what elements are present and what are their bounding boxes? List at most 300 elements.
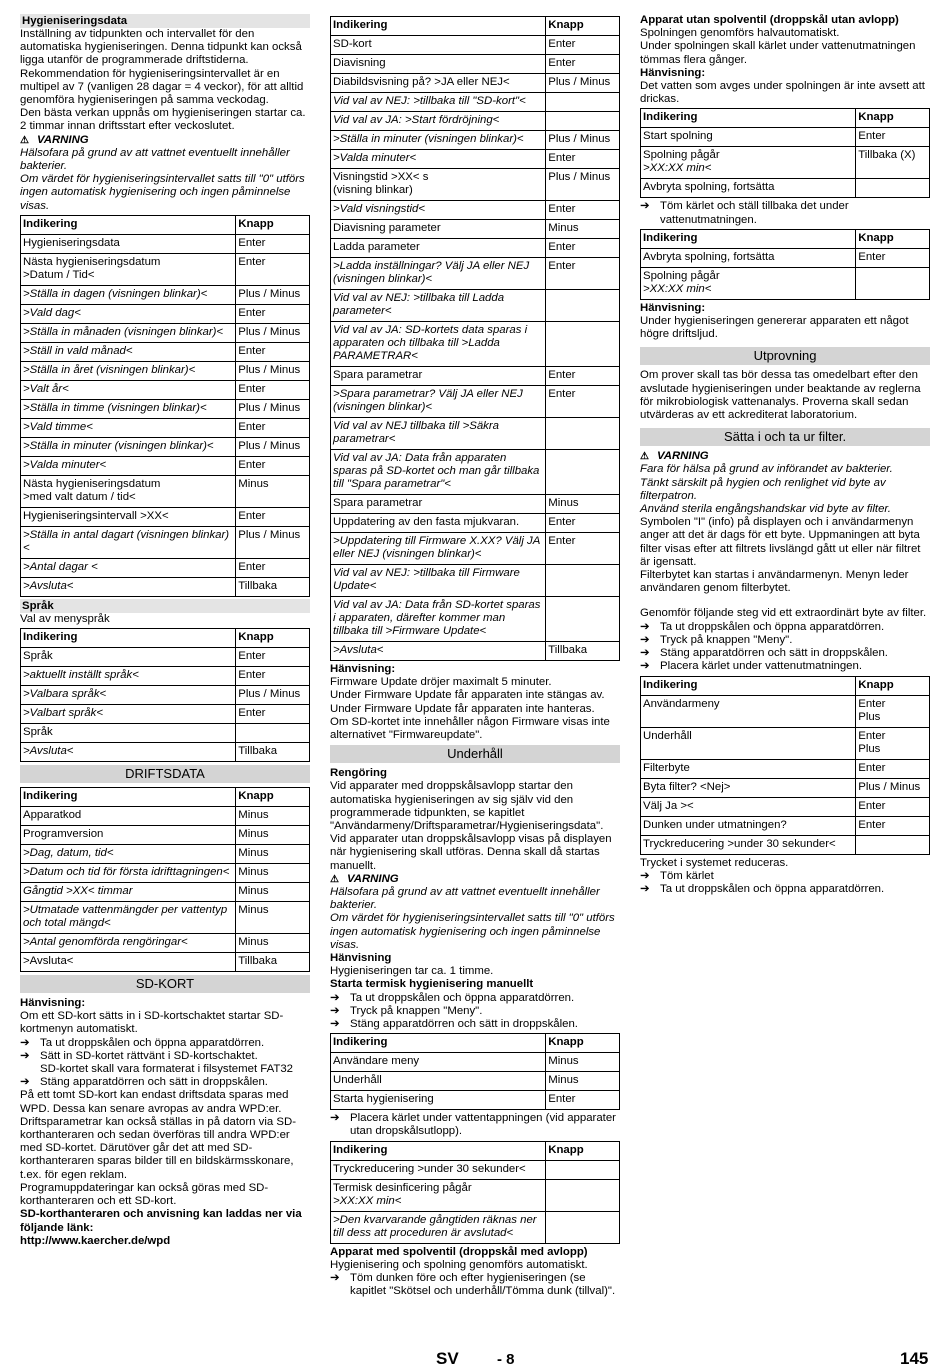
arrow-right-icon: ➔ [640, 620, 650, 633]
table-row [21, 953, 310, 972]
cell-indikering: Språk [21, 648, 236, 667]
table-row [21, 864, 310, 883]
arrow-right-icon: ➔ [330, 991, 340, 1004]
table-row [21, 724, 310, 743]
table-row [331, 93, 620, 112]
cell-indikering: >Avsluta< [21, 953, 236, 972]
cell-indikering: >Utmatade vattenmängder per vattentyp och total mängd< [21, 902, 236, 934]
cell-indikering: Vid val av JA: SD-kortets data sparas i apparaten och tillbaka till >Ladda PARAMETRAR< [331, 322, 546, 367]
step-item: ➔ Töm kärlet [640, 869, 714, 882]
cell-knapp: Plus / Minus [236, 437, 310, 456]
table-row [331, 201, 620, 220]
table-row [21, 934, 310, 953]
column-header-indikering: Indikering [21, 215, 236, 234]
table-row [21, 399, 310, 418]
cell-indikering: Vid val av JA: Data från SD-kortet sparas i apparaten, därefter kommer man tillbaka till >Firmware Update< [331, 597, 546, 642]
cell-indikering: Vid val av JA: Data från apparaten sparas på SD-kortet och man går tillbaka till "Spara parametrar"< [331, 450, 546, 495]
cell-knapp: Enter [236, 507, 310, 526]
table-row [331, 55, 620, 74]
cell-indikering: Vid val av JA: >Start fördröjning< [331, 112, 546, 131]
warning-text: Tänkt särskilt på hygien och renlighet vid byte av filterpatron. [640, 476, 886, 502]
column-header-knapp: Knapp [546, 1034, 620, 1053]
cell-indikering: Språk [21, 724, 236, 743]
column-header-knapp: Knapp [856, 676, 930, 695]
cell-knapp: Plus / Minus [236, 526, 310, 558]
cell-indikering: Byta filter? <Nej> [641, 778, 856, 797]
step-item: ➔ Stäng apparatdörren och sätt in droppskålen. [20, 1076, 268, 1089]
cell-indikering: SD-kort [331, 36, 546, 55]
paragraph: Driftsparametrar kan också ställas in på datorn via SD-korthanteraren och sedan överföras till andra WPD:er med SD-kortet. Därutöver går det att med SD-korthanteraren sparas bilder till en bildskärmsskonare, t.ex. för egen reklam. [20, 1115, 297, 1181]
cell-knapp [546, 1160, 620, 1179]
arrow-right-icon: ➔ [330, 1018, 340, 1031]
cell-indikering: Vid val av NEJ: >tillbaka till Ladda parameter< [331, 290, 546, 322]
cell-knapp: Enter [236, 342, 310, 361]
step-item: ➔ Stäng apparatdörren och sätt in droppskålen. [330, 1018, 578, 1031]
cell-knapp: Plus / Minus [236, 323, 310, 342]
table-row [21, 826, 310, 845]
table-row [331, 1053, 620, 1072]
step-item: ➔ Stäng apparatdörren och sätt in droppskålen. [640, 647, 888, 660]
paragraph: Under Firmware Update får apparaten inte stängas av. [330, 689, 605, 702]
table-row [21, 361, 310, 380]
paragraph: Om prover skall tas bör dessa tas omedelbart efter den avslutade hygieniseringen under beaktande av reglerna för mikrobiologisk vattenanalys. Proverna skall sedan utvärderas av ett ackrediterat laboratorium. [640, 369, 921, 422]
cell-indikering: >Valt år< [21, 380, 236, 399]
cell-indikering: Vid val av NEJ: >tillbaka till Firmware Update< [331, 565, 546, 597]
table-row [21, 648, 310, 667]
paragraph: Trycket i systemet reduceras. [640, 856, 789, 869]
table-row [21, 558, 310, 577]
table-row [331, 450, 620, 495]
cell-indikering: >Dag, datum, tid< [21, 845, 236, 864]
table-avbryta-spolning [640, 229, 930, 300]
table-row [331, 367, 620, 386]
table-row [331, 1072, 620, 1091]
table-row [21, 304, 310, 323]
hint-heading: Hänvisning: [640, 66, 706, 79]
table-row [331, 36, 620, 55]
column-header-knapp: Knapp [546, 17, 620, 36]
paragraph: Spolningen genomförs halvautomatiskt. [640, 27, 840, 40]
step-item: ➔ Tryck på knappen "Meny". [330, 1004, 483, 1017]
table-row [641, 759, 930, 778]
cell-knapp: Enter [236, 304, 310, 323]
arrow-right-icon: ➔ [640, 647, 650, 660]
cell-knapp: Plus / Minus [236, 285, 310, 304]
table-driftsdata [20, 787, 310, 972]
cell-indikering: Användare meny [331, 1053, 546, 1072]
column-header-knapp: Knapp [856, 229, 930, 248]
cell-indikering: Underhåll [331, 1072, 546, 1091]
step-list [640, 621, 930, 674]
paragraph: Hygieniseringen tar ca. 1 timme. [330, 965, 494, 978]
table-row [21, 577, 310, 596]
section-band-underhall: Underhåll [330, 745, 620, 763]
cell-knapp: Plus / Minus [236, 399, 310, 418]
cell-indikering: >Valda minuter< [21, 456, 236, 475]
column-header-knapp: Knapp [546, 1141, 620, 1160]
column-header-knapp: Knapp [856, 109, 930, 128]
table-row [331, 322, 620, 367]
cell-indikering: Termisk desinficering pågår >XX:XX min< [331, 1179, 546, 1211]
cell-indikering: >Ställa in månaden (visningen blinkar)< [21, 323, 236, 342]
cell-knapp [856, 835, 930, 854]
cell-indikering: Ladda parameter [331, 239, 546, 258]
section-band-sd-kort: SD-KORT [20, 975, 310, 993]
warning-text: Om värdet för hygieniseringsintervallet satts till "0" utförs ingen automatisk hygienisering och ingen påminnelse visas. [330, 912, 615, 951]
paragraph-bold: SD-korthanteraren och anvisning kan laddas ner via följande länk: [20, 1208, 302, 1234]
paragraph: Hygienisering och spolning genomförs automatiskt. [330, 1258, 588, 1271]
paragraph: Om SD-kortet inte innehåller någon Firmware visas inte alternativet "Firmwareupdate". [330, 715, 610, 742]
cell-knapp: Plus / Minus [546, 169, 620, 201]
step-item: ➔ Placera kärlet under vattentappningen (vid apparater utan dropskålsutlopp). [330, 1112, 616, 1138]
step-item: ➔ Ta ut droppskålen och öppna apparatdörren. [20, 1036, 265, 1049]
cell-knapp: Enter [546, 239, 620, 258]
cell-indikering: Tryckreducering >under 30 sekunder< [331, 1160, 546, 1179]
cell-indikering: Filterbyte [641, 759, 856, 778]
warning-text: Använd sterila engångshandskar vid byte av filter. [640, 503, 891, 516]
cell-indikering: >Ställa in minuter (visningen blinkar)< [21, 437, 236, 456]
paragraph: Filterbytet kan startas i användarmenyn. Menyn leder användaren genom filterbytet. [640, 569, 909, 595]
table-row [331, 1091, 620, 1110]
cell-knapp: Enter [236, 234, 310, 253]
cell-indikering: >Ställa in timme (visningen blinkar)< [21, 399, 236, 418]
cell-indikering: Avbryta spolning, fortsätta [641, 179, 856, 198]
arrow-right-icon: ➔ [640, 200, 650, 213]
cell-knapp: Enter [546, 514, 620, 533]
cell-indikering: >Avsluta< [331, 642, 546, 661]
column-header-indikering: Indikering [21, 788, 236, 807]
cell-knapp: Enter [546, 1091, 620, 1110]
step-list [640, 870, 930, 896]
arrow-right-icon: ➔ [330, 1272, 340, 1285]
table-starta-hygienisering [330, 1033, 620, 1110]
subheading-rengoring: Rengöring [330, 767, 387, 780]
cell-indikering: Dunken under utmatningen? [641, 816, 856, 835]
table-row [331, 495, 620, 514]
table-row [641, 727, 930, 759]
cell-indikering: >Ställ in vald månad< [21, 342, 236, 361]
cell-knapp: Enter [236, 456, 310, 475]
table-row [331, 290, 620, 322]
footer-page-number: 145 [900, 1349, 929, 1368]
cell-knapp: Enter [546, 386, 620, 418]
cell-knapp: Minus [236, 807, 310, 826]
warning-heading: ⚠ VARNING [330, 872, 399, 885]
step-item: ➔ Ta ut droppskålen och öppna apparatdörren. [640, 620, 885, 633]
hint-heading: Hänvisning: [20, 997, 86, 1010]
paragraph: Under Firmware Update får apparaten inte hanteras. [330, 702, 595, 715]
cell-indikering: Spara parametrar [331, 367, 546, 386]
download-link[interactable]: http://www.kaercher.de/wpd [20, 1234, 171, 1247]
cell-indikering: >Antal genomförda rengöringar< [21, 934, 236, 953]
step-item: ➔ Ta ut droppskålen och öppna apparatdörren. [330, 991, 575, 1004]
table-row [331, 597, 620, 642]
paragraph: Symbolen "I" (info) på displayen och i användarmenyn anger att det är dags för ett byte. Uppmaningen att byta filter visas efter att filtrets livslängd gått ut eller när filtret är igensatt. [640, 516, 921, 568]
cell-knapp: Plus / Minus [236, 686, 310, 705]
cell-indikering: Spara parametrar [331, 495, 546, 514]
column-header-indikering: Indikering [641, 676, 856, 695]
section-heading-sprak: Språk [20, 599, 310, 613]
cell-knapp: Plus / Minus [856, 778, 930, 797]
arrow-right-icon: ➔ [640, 869, 650, 882]
table-row [331, 131, 620, 150]
cell-indikering: >Vald visningstid< [331, 201, 546, 220]
table-sprak [20, 628, 310, 762]
cell-knapp: Minus [236, 902, 310, 934]
cell-indikering: >Avsluta< [21, 743, 236, 762]
column-header-knapp: Knapp [236, 215, 310, 234]
table-row [331, 1179, 620, 1211]
cell-knapp: Tillbaka (X) [856, 147, 930, 179]
cell-indikering: >Vald dag< [21, 304, 236, 323]
warning-text: Hälsofara på grund av att vattnet eventuellt innehåller bakterier. [330, 886, 600, 912]
step-item: ➔ Töm dunken före och efter hygieniseringen (se kapitlet "Skötsel och underhåll/Tömma dunk (tillval)". [330, 1272, 616, 1298]
cell-indikering: Spolning pågår >XX:XX min< [641, 267, 856, 299]
section-heading-hygieniseringsdata: Hygieniseringsdata [20, 14, 310, 28]
cell-indikering: >Ställa in dagen (visningen blinkar)< [21, 285, 236, 304]
paragraph: Om ett SD-kort sätts in i SD-kortschaktet startar SD-kortmenyn automatiskt. [20, 1010, 284, 1036]
cell-indikering: >Valda minuter< [331, 150, 546, 169]
cell-knapp: Minus [546, 1072, 620, 1091]
cell-indikering: >Valbart språk< [21, 705, 236, 724]
step-item: ➔ Tryck på knappen "Meny". [640, 633, 793, 646]
table-row [331, 239, 620, 258]
step-list [20, 1037, 310, 1090]
table-row [21, 507, 310, 526]
cell-knapp: Enter [856, 759, 930, 778]
cell-knapp: Enter [236, 667, 310, 686]
cell-indikering: Tryckreducering >under 30 sekunder< [641, 835, 856, 854]
paragraph: Det vatten som avges under spolningen är inte avsett att drickas. [640, 80, 925, 106]
table-row [21, 234, 310, 253]
cell-indikering: >Ställa in året (visningen blinkar)< [21, 361, 236, 380]
column-header-indikering: Indikering [641, 109, 856, 128]
cell-knapp [546, 565, 620, 597]
table-filterbyte [640, 676, 930, 855]
arrow-right-icon: ➔ [330, 1112, 340, 1125]
cell-indikering: Start spolning [641, 128, 856, 147]
cell-knapp [856, 179, 930, 198]
warning-heading: ⚠ VARNING [640, 450, 709, 463]
table-row [21, 845, 310, 864]
cell-knapp: Enter [236, 418, 310, 437]
cell-knapp: Minus [546, 220, 620, 239]
cell-indikering: >aktuellt inställt språk< [21, 667, 236, 686]
cell-knapp: Enter [546, 55, 620, 74]
paragraph: På ett tomt SD-kort kan endast driftsdata sparas med WPD. Dessa kan senare avropas av andra WPD:er. [20, 1089, 289, 1115]
cell-indikering: >Vald timme< [21, 418, 236, 437]
table-row [641, 267, 930, 299]
table-sd-kort [330, 16, 620, 661]
column-2 [330, 14, 620, 1299]
cell-knapp: Plus / Minus [546, 74, 620, 93]
column-3 [640, 14, 930, 896]
cell-knapp: Plus / Minus [236, 361, 310, 380]
table-row [641, 695, 930, 727]
table-row [21, 253, 310, 285]
cell-knapp: Enter [546, 150, 620, 169]
cell-indikering: >Ställa in antal dagart (visningen blinkar)< [21, 526, 236, 558]
cell-knapp [546, 1211, 620, 1243]
table-row [331, 74, 620, 93]
cell-indikering: Vid val av NEJ tillbaka till >Säkra parametrar< [331, 418, 546, 450]
warning-icon: ⚠ [640, 451, 649, 463]
table-row [641, 128, 930, 147]
cell-knapp: Minus [236, 883, 310, 902]
cell-indikering: Vid val av NEJ: >tillbaka till "SD-kort"< [331, 93, 546, 112]
table-row [331, 220, 620, 239]
cell-indikering: Nästa hygieniseringsdatum >Datum / Tid< [21, 253, 236, 285]
cell-indikering: >Ladda inställningar? Välj JA eller NEJ (visningen blinkar)< [331, 258, 546, 290]
paragraph: Firmware Update dröjer maximalt 5 minuter. [330, 676, 552, 689]
arrow-right-icon: ➔ [20, 1049, 30, 1062]
table-row [21, 667, 310, 686]
paragraph: Vid apparater utan droppskålsavlopp visas på displayen när hygienisering skall utföras. Denna skall då startas manuellt. [330, 833, 612, 872]
cell-knapp: Enter [236, 253, 310, 285]
cell-indikering: Diabildsvisning på? >JA eller NEJ< [331, 74, 546, 93]
table-row [21, 323, 310, 342]
paragraph: Programuppdateringar kan också göras med SD-korthanteraren och ett SD-kort. [20, 1181, 269, 1208]
table-row [331, 565, 620, 597]
table-row [331, 112, 620, 131]
cell-knapp: Enter [856, 797, 930, 816]
cell-knapp [546, 322, 620, 367]
column-header-indikering: Indikering [21, 629, 236, 648]
table-hygieniseringsdata [20, 215, 310, 597]
cell-indikering: >Den kvarvarande gångtiden räknas ner till dess att proceduren är avslutad< [331, 1211, 546, 1243]
cell-knapp: Enter [546, 36, 620, 55]
footer-page-relative: - 8 [497, 1351, 515, 1368]
column-1 [20, 14, 310, 1248]
cell-indikering: Apparatkod [21, 807, 236, 826]
table-row [21, 475, 310, 507]
cell-indikering: Underhåll [641, 727, 856, 759]
cell-indikering: Hygieniseringsdata [21, 234, 236, 253]
arrow-right-icon: ➔ [640, 660, 650, 673]
cell-knapp [546, 112, 620, 131]
cell-indikering: Diavisning [331, 55, 546, 74]
cell-indikering: Hygieniseringsintervall >XX< [21, 507, 236, 526]
hint-heading: Hänvisning: [640, 301, 706, 314]
column-header-indikering: Indikering [331, 1034, 546, 1053]
column-header-indikering: Indikering [331, 17, 546, 36]
section-band-utprovning: Utprovning [640, 347, 930, 365]
arrow-right-icon: ➔ [640, 882, 650, 895]
column-header-indikering: Indikering [331, 1141, 546, 1160]
cell-knapp: Enter [546, 258, 620, 290]
cell-indikering: >Valbara språk< [21, 686, 236, 705]
cell-knapp: Enter [856, 128, 930, 147]
table-row [331, 642, 620, 661]
paragraph: Den bästa verkan uppnås om hygieniseringen startar ca. 2 timmar innan driftsstart efter veckoslutet. [20, 107, 306, 133]
cell-knapp: Enter [236, 648, 310, 667]
paragraph: Inställning av tidpunkten och intervallet för den automatiska hygieniseringen. Denna tidpunkt kan också ligga utanför de programmerade driftstiderna. Rekommendation för hygieniseringsintervallet är en multipel av 7 (vanligen 28 dagar = 4 veckor), för att alltid genomföra hygieniseringen på samma veckodag. [20, 28, 304, 107]
paragraph: Genomför följande steg vid ett extraordinärt byte av filter. [640, 607, 927, 620]
table-row [21, 456, 310, 475]
cell-knapp: Enter Plus [856, 727, 930, 759]
cell-knapp [856, 267, 930, 299]
cell-indikering: Nästa hygieniseringsdatum >med valt datum / tid< [21, 475, 236, 507]
cell-indikering: >Ställa in minuter (visningen blinkar)< [331, 131, 546, 150]
table-row [331, 533, 620, 565]
cell-knapp: Minus [236, 475, 310, 507]
table-row [21, 285, 310, 304]
cell-knapp: Enter [236, 705, 310, 724]
cell-knapp: Enter [236, 380, 310, 399]
table-row [331, 386, 620, 418]
table-row [21, 418, 310, 437]
step-list [330, 992, 620, 1032]
table-row [21, 743, 310, 762]
table-row [641, 797, 930, 816]
cell-indikering: Starta hygienisering [331, 1091, 546, 1110]
cell-knapp [546, 1179, 620, 1211]
table-row [641, 835, 930, 854]
table-row [641, 147, 930, 179]
paragraph: Under hygieniseringen genererar apparaten ett något högre driftsljud. [640, 315, 909, 341]
cell-knapp: Enter [856, 248, 930, 267]
cell-indikering: >Spara parametrar? Välj JA eller NEJ (visningen blinkar)< [331, 386, 546, 418]
step-item: ➔ Placera kärlet under vattenutmatningen. [640, 660, 862, 673]
column-header-knapp: Knapp [236, 788, 310, 807]
cell-knapp: Enter [546, 533, 620, 565]
paragraph: Under spolningen skall kärlet under vattenutmatningen tömmas flera gånger. [640, 40, 916, 66]
table-row [331, 1211, 620, 1243]
table-row [21, 342, 310, 361]
cell-indikering: Uppdatering av den fasta mjukvaran. [331, 514, 546, 533]
cell-knapp: Minus [236, 864, 310, 883]
step-item: ➔ Sätt in SD-kortet rättvänt i SD-kortschaktet. SD-kortet skall vara formaterat i filsystemet FAT32 [20, 1049, 293, 1076]
step-item: ➔ Töm kärlet och ställ tillbaka det under vattenutmatningen. [640, 200, 849, 226]
cell-knapp: Enter [856, 816, 930, 835]
cell-knapp: Minus [236, 826, 310, 845]
cell-indikering: >Antal dagar < [21, 558, 236, 577]
subheading-spolventil: Apparat med spolventil (droppskål med avlopp) [330, 1245, 588, 1258]
table-row [21, 705, 310, 724]
cell-knapp: Minus [546, 1053, 620, 1072]
section-band-driftsdata: DRIFTSDATA [20, 765, 310, 783]
cell-knapp: Minus [236, 845, 310, 864]
arrow-right-icon: ➔ [640, 633, 650, 646]
hint-heading: Hänvisning: [330, 663, 396, 675]
cell-knapp: Tillbaka [236, 577, 310, 596]
cell-indikering: >Avsluta< [21, 577, 236, 596]
table-row [21, 883, 310, 902]
cell-knapp: Enter Plus [856, 695, 930, 727]
warning-heading: ⚠ VARNING [20, 133, 89, 146]
cell-knapp [546, 597, 620, 642]
cell-knapp [546, 93, 620, 112]
cell-knapp: Minus [546, 495, 620, 514]
table-row [21, 902, 310, 934]
table-tryckreducering [330, 1141, 620, 1244]
arrow-right-icon: ➔ [20, 1036, 30, 1049]
footer-language: SV [436, 1349, 459, 1368]
warning-text: Hälsofara på grund av att vattnet eventuellt innehåller bakterier. [20, 146, 290, 173]
arrow-right-icon: ➔ [330, 1004, 340, 1017]
cell-knapp: Enter [546, 367, 620, 386]
section-band-filter: Sätta i och ta ur filter. [640, 428, 930, 446]
table-row [641, 248, 930, 267]
paragraph: Vid apparater med droppskålsavlopp startar den automatiska hygieniseringen av sig själv vid den programmerade tidpunkten, se kapitlet "Användarmeny/Driftsparametrar/Hygieniseringsdata". [330, 780, 604, 833]
cell-indikering: Gångtid >XX< timmar [21, 883, 236, 902]
column-header-indikering: Indikering [641, 229, 856, 248]
cell-knapp [546, 450, 620, 495]
table-row [331, 1160, 620, 1179]
table-row [331, 258, 620, 290]
cell-knapp [236, 724, 310, 743]
cell-indikering: Användarmeny [641, 695, 856, 727]
